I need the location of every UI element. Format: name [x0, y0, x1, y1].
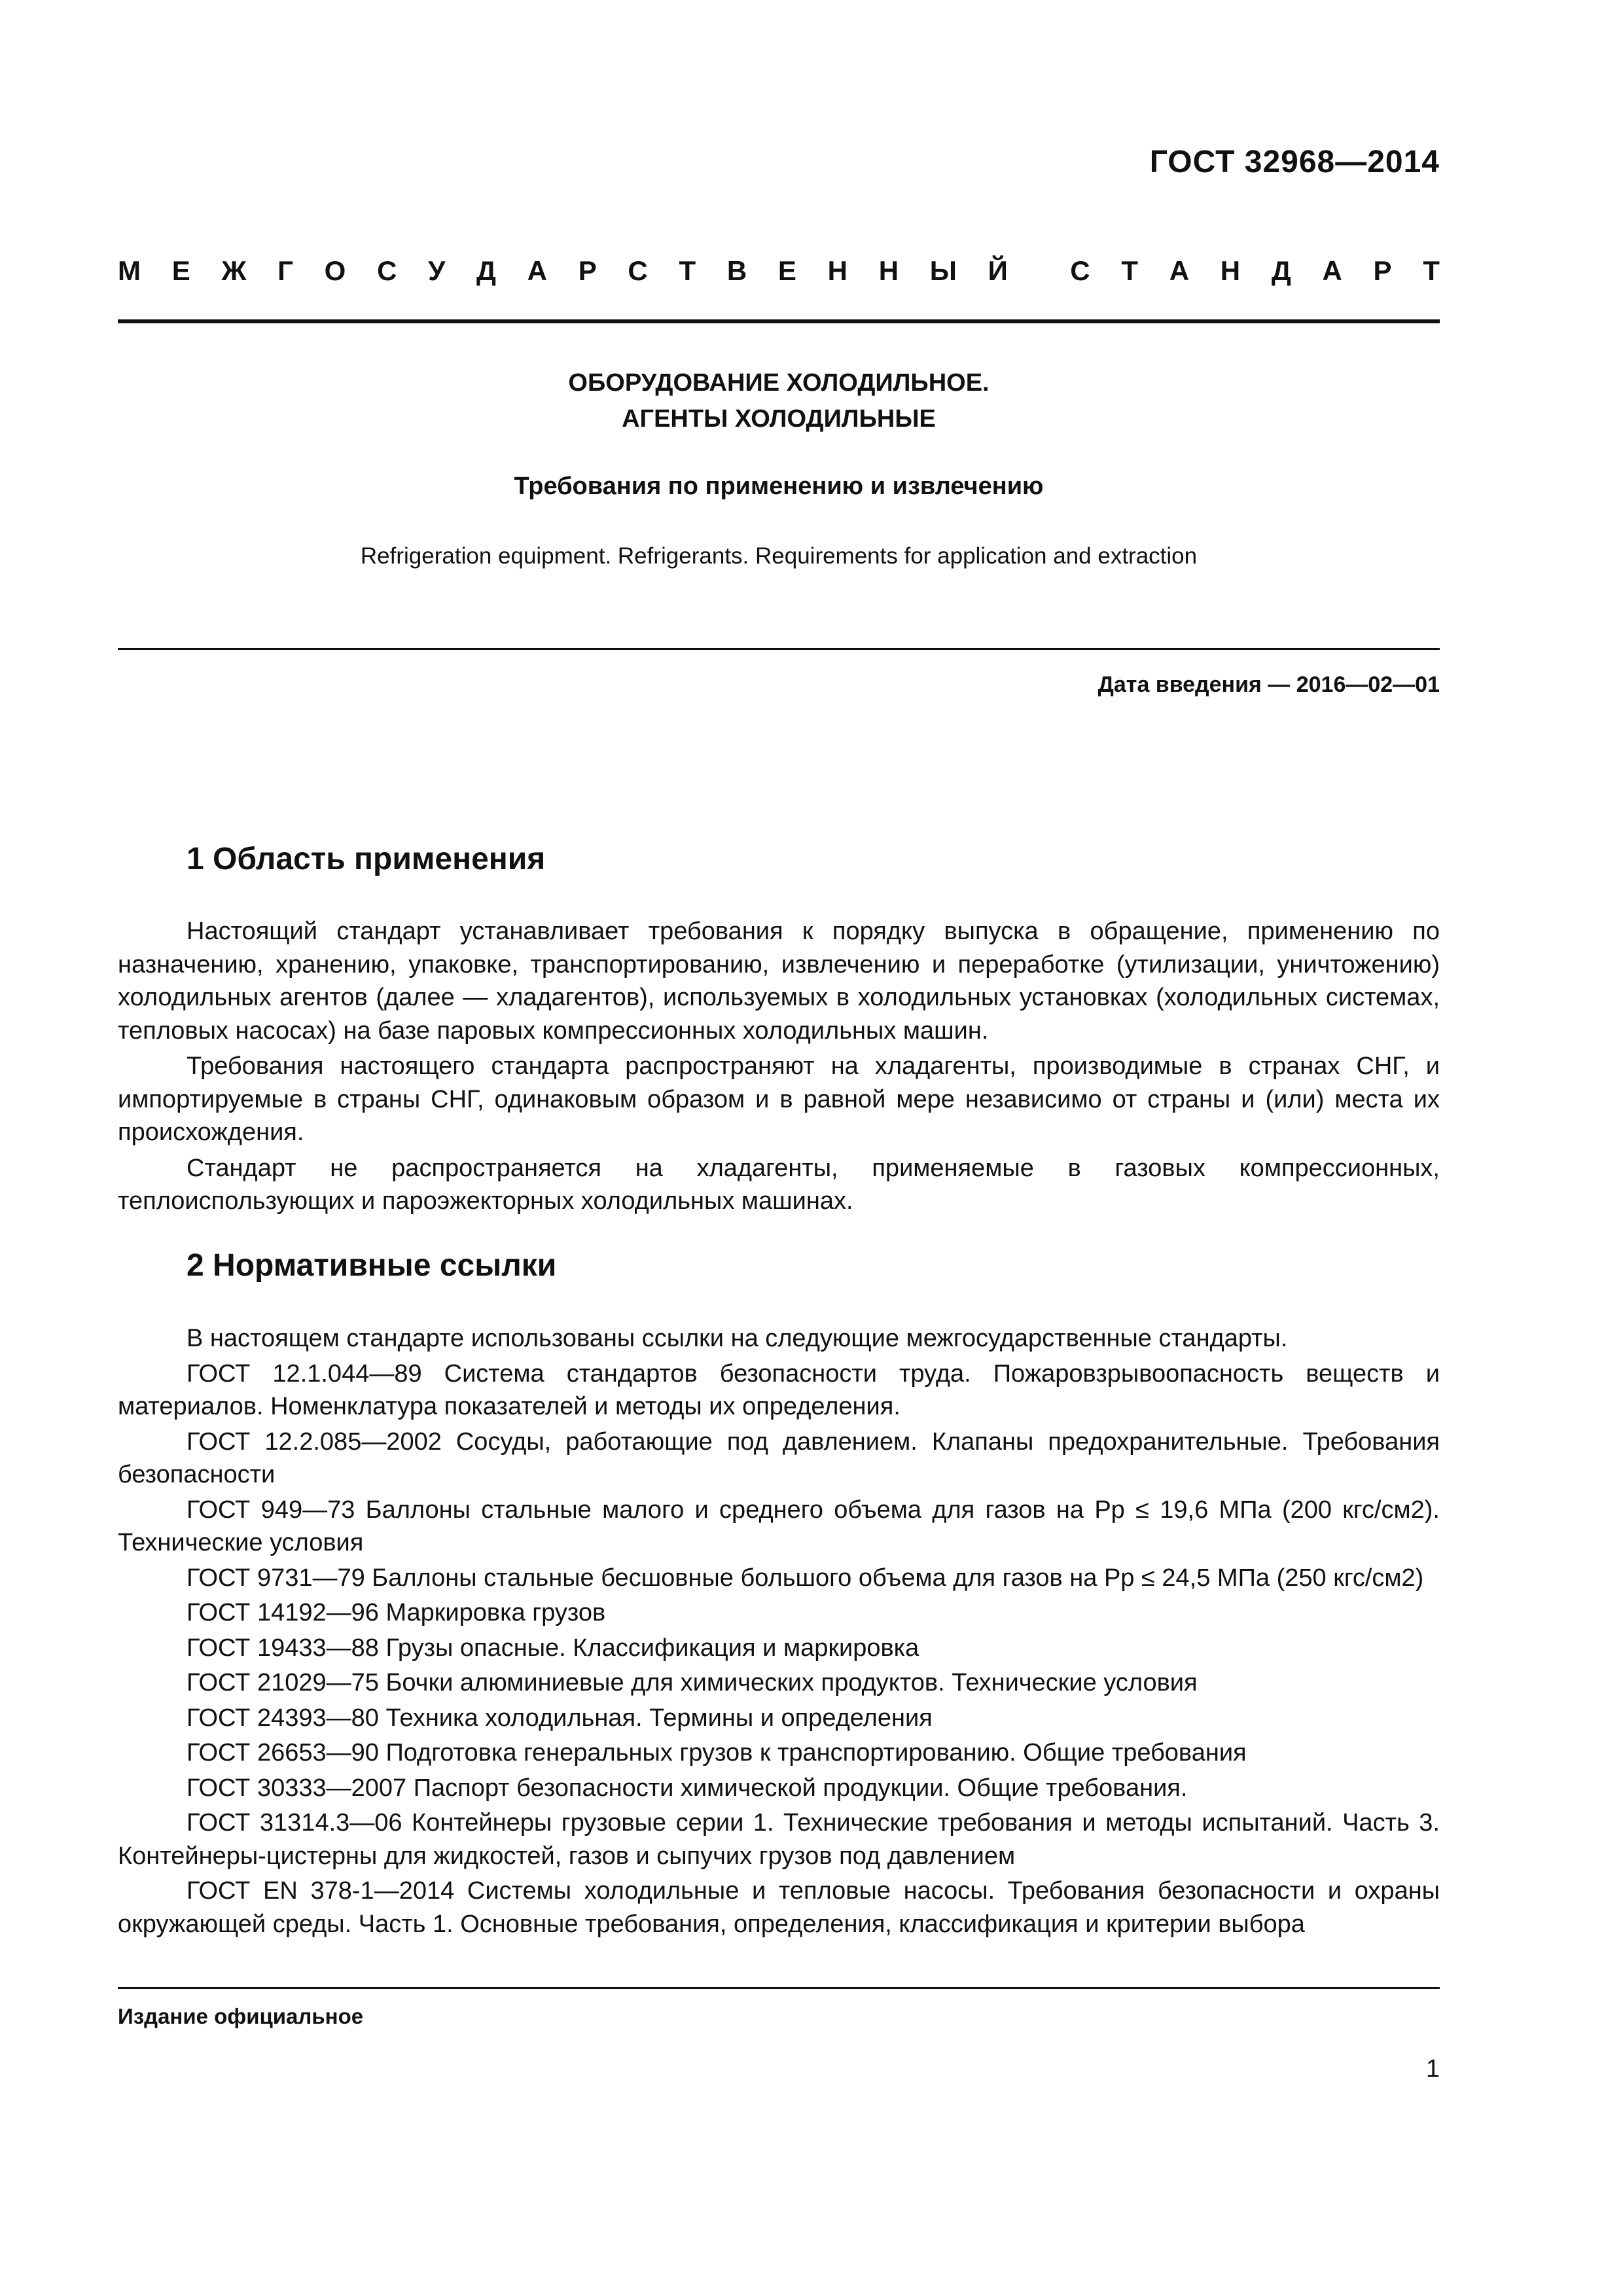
reference-item: ГОСТ 949—73 Баллоны стальные малого и среднего объема для газов на Pp ≤ 19,6 МПа (200 кгс/см2). Технические условия [118, 1496, 1440, 1556]
edition-label: Издание официальное [118, 2004, 364, 2028]
title-english: Refrigeration equipment. Refrigerants. Requirements for application and extraction [360, 543, 1198, 569]
band-letter: Й [988, 255, 1008, 286]
band-letter: Н [1220, 255, 1241, 286]
band-letter: Т [1423, 255, 1440, 286]
band-letter: В [726, 255, 747, 286]
references-intro: В настоящем стандарте использованы ссылки на следующие межгосударственные стандарты. [187, 1325, 1288, 1352]
title-line-1: ОБОРУДОВАНИЕ ХОЛОДИЛЬНОЕ. [568, 369, 990, 397]
reference-item: ГОСТ 9731—79 Баллоны стальные бесшовные большого объема для газов на Pp ≤ 24,5 МПа (250 кгс/см2) [187, 1564, 1424, 1592]
band-letter: Т [1121, 255, 1138, 286]
reference-item: ГОСТ 24393—80 Техника холодильная. Термины и определения [187, 1704, 933, 1732]
band-letter: Р [1373, 255, 1392, 286]
band-letter: Ы [929, 255, 957, 286]
band-letter: М [118, 255, 141, 286]
title-line-2: АГЕНТЫ ХОЛОДИЛЬНЫЕ [622, 405, 936, 433]
band-letter: Н [827, 255, 847, 286]
standard-number: ГОСТ 32968—2014 [1149, 145, 1440, 179]
reference-item: ГОСТ 19433—88 Грузы опасные. Классификация и маркировка [187, 1634, 919, 1662]
title-block [118, 365, 1440, 437]
band-letter: С [377, 255, 397, 286]
title-subtitle: Требования по применению и извлечению [514, 473, 1044, 500]
footer-rule [118, 1987, 1440, 1989]
introduction-date: Дата введения — 2016—02—01 [1097, 672, 1440, 697]
band-letter: С [628, 255, 648, 286]
band-letter: Т [679, 255, 696, 286]
band-letter: С [1070, 255, 1090, 286]
section-2-body [118, 1322, 1440, 1943]
reference-item: ГОСТ 31314.3—06 Контейнеры грузовые серии 1. Технические требования и методы испытаний. Часть 3. Контейнеры-цистерны для жидкостей, газов и сыпучих грузов под давлением [118, 1809, 1440, 1870]
interstate-standard-band [118, 255, 1440, 287]
band-letter: Р [578, 255, 597, 286]
band-letter: Д [1271, 255, 1291, 286]
header-rule [118, 319, 1440, 323]
band-letter: Н [878, 255, 899, 286]
paragraph: Требования настоящего стандарта распространяют на хладагенты, производимые в странах СНГ, и импортируемые в страны СНГ, одинаковым образом и в равной мере независимо от страны и (или) места их происхождения. [118, 1052, 1440, 1146]
band-letter: Ж [221, 255, 247, 286]
band-letter: Е [171, 255, 190, 286]
band-letter: А [1322, 255, 1342, 286]
band-letter: Е [777, 255, 796, 286]
reference-item: ГОСТ 12.2.085—2002 Сосуды, работающие под давлением. Клапаны предохранительные. Требования безопасности [118, 1427, 1440, 1488]
section-1-body [118, 915, 1440, 1221]
band-letter: Д [476, 255, 496, 286]
band-letter: О [324, 255, 346, 286]
title-rule [118, 648, 1440, 650]
reference-item: ГОСТ 14192—96 Маркировка грузов [187, 1599, 606, 1626]
reference-item: ГОСТ 21029—75 Бочки алюминиевые для химических продуктов. Технические условия [187, 1669, 1198, 1696]
paragraph: Настоящий стандарт устанавливает требования к порядку выпуска в обращение, применению по назначению, хранению, упаковке, транспортированию, извлечению и переработке (утилизации, уничтожению) холодильных агентов (далее — хладагентов), используемых в холодильных установках (холодильных системах, тепловых насосах) на базе паровых компрессионных холодильных машин. [118, 918, 1440, 1045]
band-letter: А [527, 255, 547, 286]
band-letter: Г [277, 255, 293, 286]
page-number: 1 [1425, 2055, 1440, 2083]
section-1-heading: 1 Область применения [187, 842, 546, 876]
reference-item: ГОСТ EN 378-1—2014 Системы холодильные и тепловые насосы. Требования безопасности и охраны окружающей среды. Часть 1. Основные требования, определения, классификация и критерии выбора [118, 1877, 1440, 1938]
band-letter: У [428, 255, 446, 286]
reference-item: ГОСТ 12.1.044—89 Система стандартов безопасности труда. Пожаровзрывоопасность веществ и материалов. Номенклатура показателей и методы их определения. [118, 1359, 1440, 1420]
reference-item: ГОСТ 26653—90 Подготовка генеральных грузов к транспортированию. Общие требования [187, 1739, 1247, 1767]
paragraph: Стандарт не распространяется на хладагенты, применяемые в газовых компрессионных, теплоиспользующих и пароэжекторных холодильных машинах. [118, 1154, 1440, 1215]
band-letter: А [1169, 255, 1190, 286]
reference-item: ГОСТ 30333—2007 Паспорт безопасности химической продукции. Общие требования. [187, 1774, 1188, 1802]
section-2-heading: 2 Нормативные ссылки [187, 1248, 557, 1283]
